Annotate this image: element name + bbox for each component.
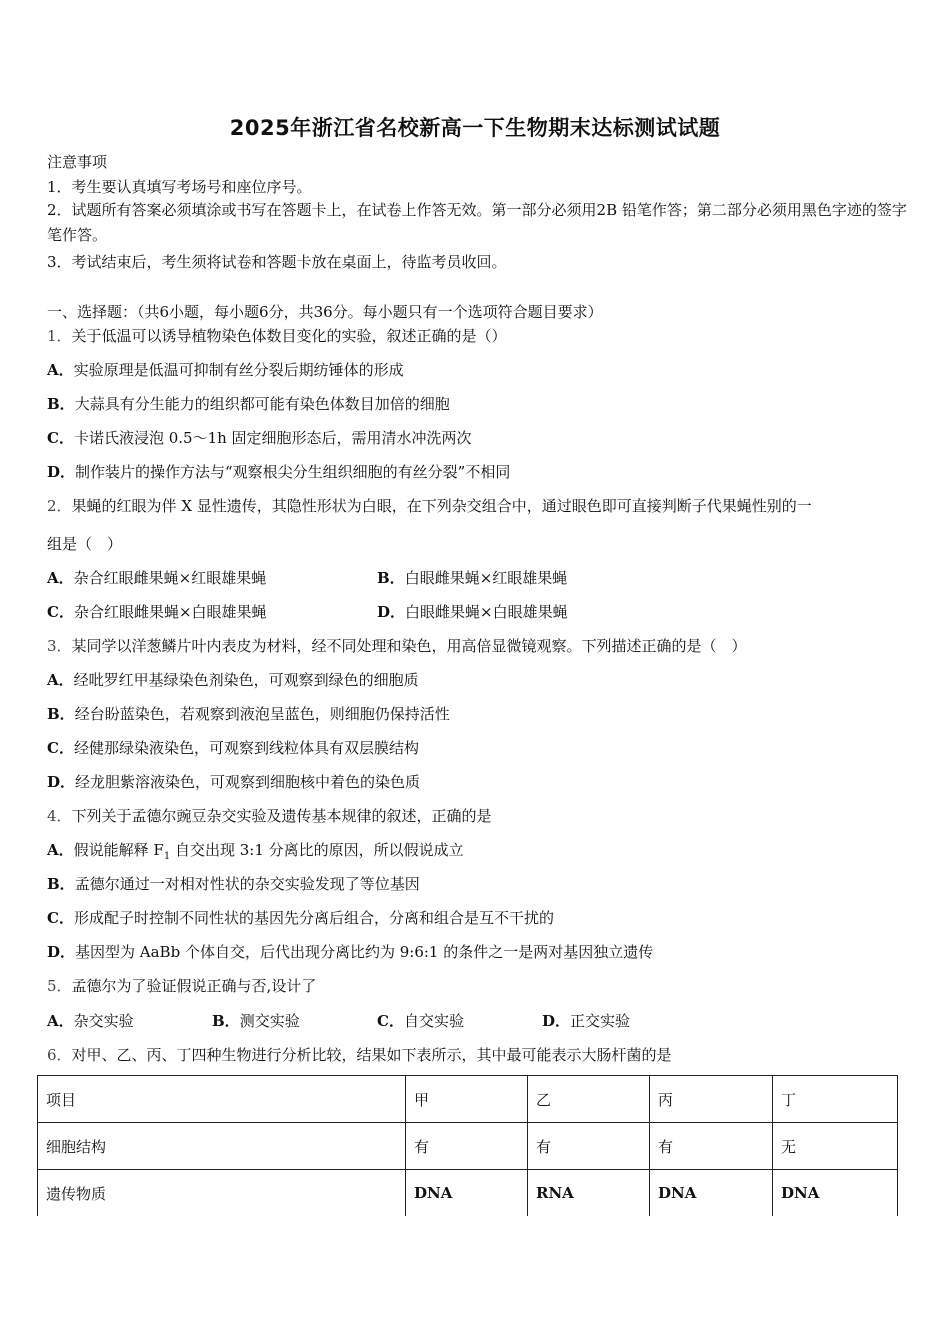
table-cell: 乙 [528, 1076, 650, 1123]
option-text: 白眼雌果蝇×白眼雄果蝇 [405, 603, 568, 621]
question-number: 6． [47, 1046, 72, 1064]
question-1 [47, 326, 507, 346]
option-label: D． [542, 1012, 571, 1030]
q2-option-b [377, 568, 567, 588]
option-label: A． [47, 361, 74, 379]
question-text: 孟德尔为了验证假说正确与否,设计了 [71, 977, 317, 995]
option-label: D． [47, 773, 76, 791]
q4-option-d [47, 942, 653, 962]
option-text: 经吡罗红甲基绿染色剂染色，可观察到绿色的细胞质 [73, 671, 419, 689]
option-label: C． [47, 603, 74, 621]
question-4 [47, 806, 492, 826]
option-text: 经台盼蓝染色，若观察到液泡呈蓝色，则细胞仍保持活性 [74, 705, 450, 723]
question-2-cont: 组是（ ） [47, 535, 123, 553]
option-label: C． [47, 739, 74, 757]
option-label: B． [47, 395, 75, 413]
option-label: D． [47, 463, 76, 481]
question-number: 4． [47, 807, 72, 825]
q3-option-b [47, 704, 450, 724]
option-label: A． [47, 671, 74, 689]
table-cell: DNA [773, 1170, 898, 1217]
option-label: D． [377, 603, 406, 621]
question-text: 某同学以洋葱鳞片叶内表皮为材料，经不同处理和染色，用高倍显微镜观察。下列描述正确的是（ ） [71, 637, 747, 655]
q2-option-a [47, 568, 266, 588]
table-cell: DNA [650, 1170, 773, 1217]
table-cell: 无 [773, 1123, 898, 1170]
question-number: 2． [47, 497, 72, 515]
q3-option-c [47, 738, 419, 758]
option-text: 基因型为 AaBb 个体自交，后代出现分离比约为 9:6:1 的条件之一是两对基因独立遗传 [75, 943, 654, 961]
option-label: C． [377, 1012, 404, 1030]
option-text: 杂合红眼雌果蝇×白眼雄果蝇 [73, 603, 267, 621]
option-text: 大蒜具有分生能力的组织都可能有染色体数目加倍的细胞 [74, 395, 450, 413]
option-text: 自交出现 3:1 分离比的原因，所以假说成立 [170, 841, 464, 859]
option-text: 白眼雌果蝇×红眼雄果蝇 [404, 569, 568, 587]
question-number: 1． [47, 327, 72, 345]
option-text: 测交实验 [239, 1012, 300, 1030]
option-text: 自交实验 [403, 1012, 464, 1030]
table-cell: 细胞结构 [38, 1123, 406, 1170]
question-text: 对甲、乙、丙、丁四种生物进行分析比较，结果如下表所示，其中最可能表示大肠杆菌的是 [71, 1046, 672, 1064]
q5-option-a [47, 1011, 134, 1031]
q2-option-c [47, 602, 267, 622]
notice-item-3: 3．考试结束后，考生须将试卷和答题卡放在桌面上，待监考员收回。 [47, 253, 507, 271]
option-text: 孟德尔通过一对相对性状的杂交实验发现了等位基因 [74, 875, 420, 893]
table-row [38, 1076, 898, 1123]
table-cell: 丁 [773, 1076, 898, 1123]
option-label: B． [47, 705, 75, 723]
table-cell: RNA [528, 1170, 650, 1217]
option-text: 经健那绿染液染色，可观察到线粒体具有双层膜结构 [73, 739, 419, 757]
q3-option-d [47, 772, 420, 792]
option-label: A． [47, 569, 74, 587]
option-text: 杂合红眼雌果蝇×红眼雄果蝇 [73, 569, 267, 587]
table-cell: 有 [528, 1123, 650, 1170]
notice-item-1: 1．考生要认真填写考场号和座位序号。 [47, 178, 312, 196]
table-cell: 甲 [406, 1076, 528, 1123]
question-6 [47, 1045, 672, 1065]
option-label: D． [47, 943, 76, 961]
question-text: 关于低温可以诱导植物染色体数目变化的实验，叙述正确的是（） [71, 327, 507, 345]
table-cell: DNA [406, 1170, 528, 1217]
option-label: C． [47, 429, 74, 447]
table-cell: 丙 [650, 1076, 773, 1123]
q1-option-c [47, 428, 472, 448]
q2-option-d [377, 602, 568, 622]
option-label: B． [47, 875, 75, 893]
option-text: 实验原理是低温可抑制有丝分裂后期纺锤体的形成 [73, 361, 404, 379]
question-2 [47, 496, 812, 516]
option-label: B． [212, 1012, 240, 1030]
option-text: 形成配子时控制不同性状的基因先分离后组合，分离和组合是互不干扰的 [73, 909, 554, 927]
table-row [38, 1123, 898, 1170]
option-label: C． [47, 909, 74, 927]
q4-option-c [47, 908, 554, 928]
option-text: 正交实验 [570, 1012, 631, 1030]
subscript: 1 [163, 851, 171, 862]
comparison-table [37, 1075, 898, 1216]
option-label: A． [47, 1012, 74, 1030]
option-label: B． [377, 569, 405, 587]
table-cell: 项目 [38, 1076, 406, 1123]
table-cell: 有 [650, 1123, 773, 1170]
q4-option-a [47, 840, 464, 867]
question-text: 果蝇的红眼为伴 X 显性遗传，其隐性形状为白眼，在下列杂交组合中，通过眼色即可直接判断子代果蝇性别的一 [71, 497, 812, 515]
question-number: 3． [47, 637, 72, 655]
question-text: 下列关于孟德尔豌豆杂交实验及遗传基本规律的叙述，正确的是 [71, 807, 492, 825]
option-text: 卡诺氏液浸泡 0.5～1h 固定细胞形态后，需用清水冲洗两次 [73, 429, 472, 447]
question-3 [47, 636, 747, 656]
q3-option-a [47, 670, 419, 690]
option-text: 杂交实验 [73, 1012, 134, 1030]
table-row [38, 1170, 898, 1217]
table-cell: 遗传物质 [38, 1170, 406, 1217]
table-cell: 有 [406, 1123, 528, 1170]
q5-option-b [212, 1011, 300, 1031]
option-label: A． [47, 841, 74, 859]
q1-option-a [47, 360, 404, 380]
q5-option-c [377, 1011, 464, 1031]
option-text: 假说能解释 F [73, 841, 164, 859]
option-text: 经龙胆紫溶液染色，可观察到细胞核中着色的染色质 [75, 773, 421, 791]
notice-item-2: 2．试题所有答案必须填涂或书写在答题卡上，在试卷上作答无效。第一部分必须用2B 铅笔作答；第二部分必须用黑色字迹的签字笔作答。 [47, 201, 907, 244]
q1-option-b [47, 394, 450, 414]
section-heading: 一、选择题：（共6小题，每小题6分，共36分。每小题只有一个选项符合题目要求） [47, 303, 603, 321]
q4-option-b [47, 874, 420, 894]
q5-option-d [542, 1011, 630, 1031]
notice-heading: 注意事项 [47, 153, 108, 171]
q1-option-d [47, 462, 510, 482]
option-text: 制作装片的操作方法与“观察根尖分生组织细胞的有丝分裂”不相同 [75, 463, 511, 481]
question-number: 5． [47, 977, 72, 995]
question-5 [47, 976, 316, 996]
page-title: 2025年浙江省名校新高一下生物期末达标测试试题 [229, 116, 721, 140]
